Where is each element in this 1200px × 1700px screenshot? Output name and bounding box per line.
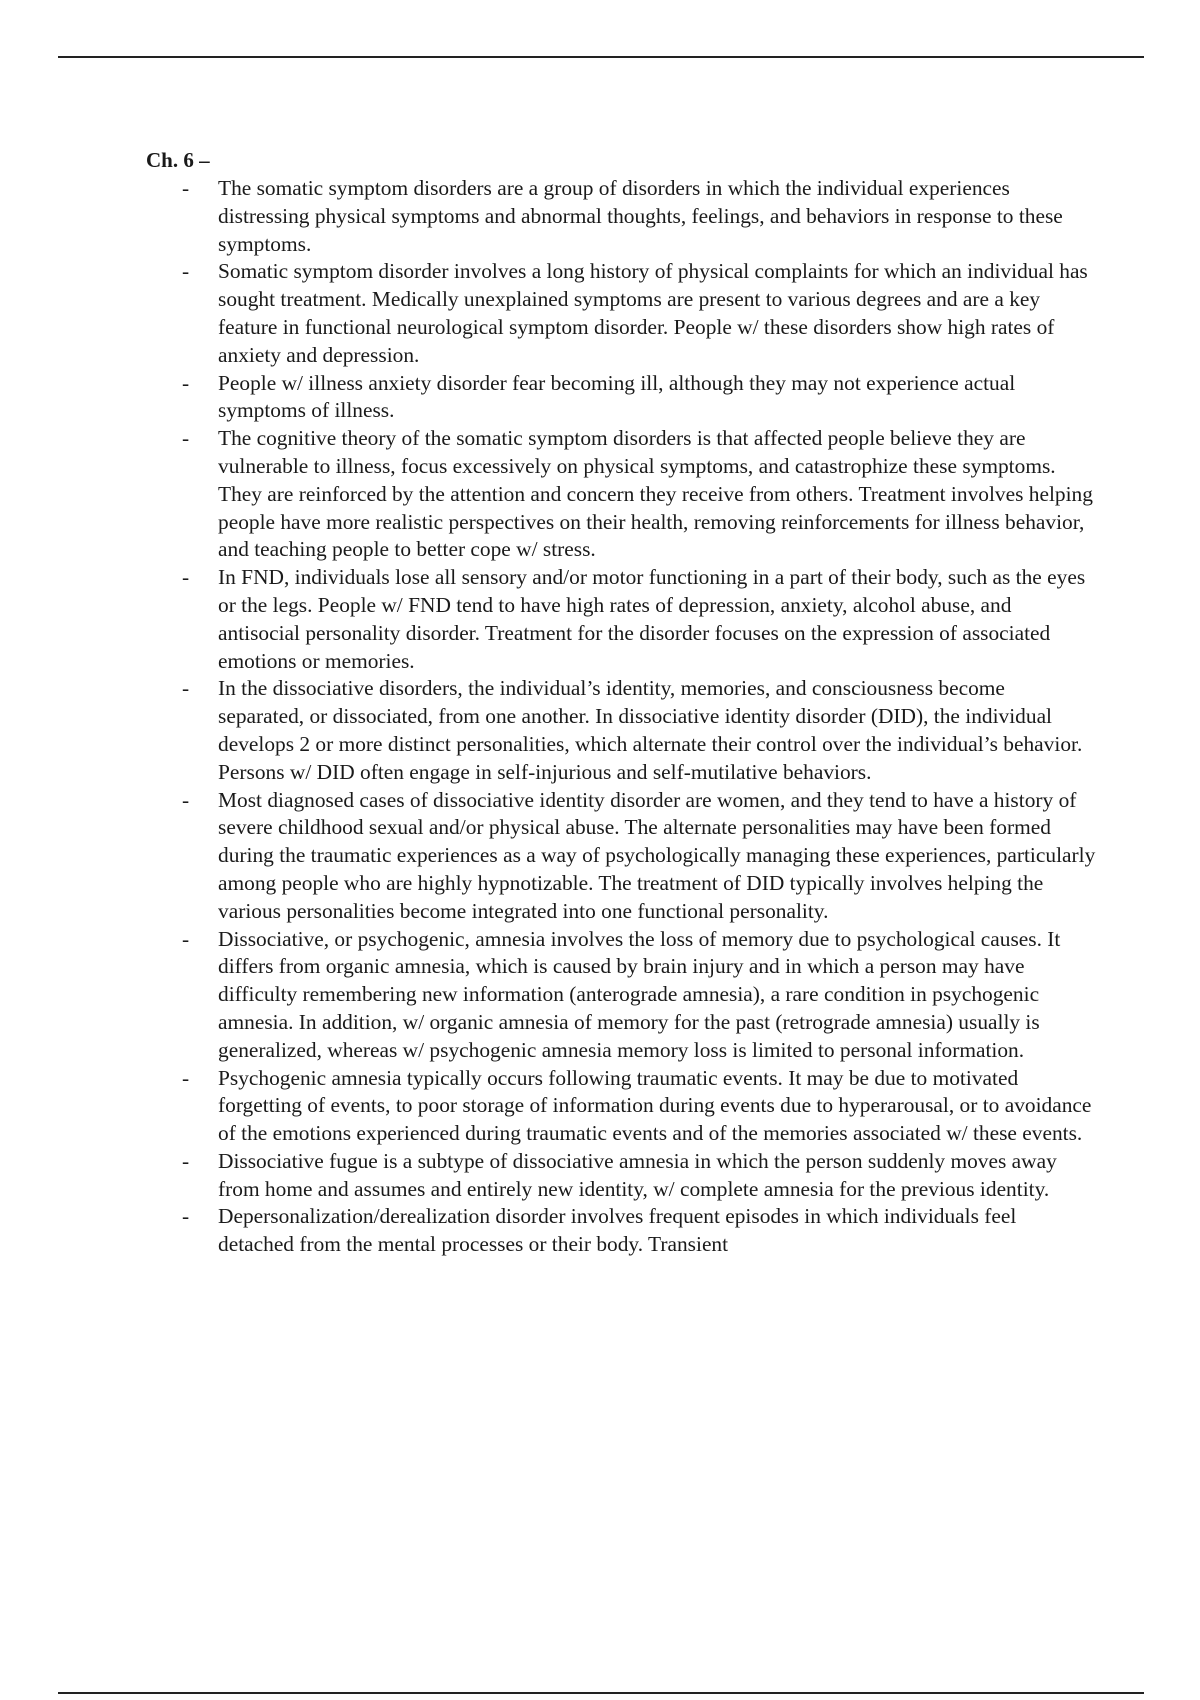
note-text: Somatic symptom disorder involves a long history of physical complaints for which an individual has sought treatment. Medically unexplained symptoms are present to various degrees and are a key feature in functional neurological symptom disorder. People w/ these disorders show high rates of anxiety and depression.: [218, 259, 1088, 367]
top-divider: [58, 56, 1144, 58]
bullet-dash: -: [182, 565, 190, 590]
list-item: [146, 675, 1096, 786]
notes-list: [146, 175, 1096, 1259]
note-text: The cognitive theory of the somatic symptom disorders is that affected people believe they are vulnerable to illness, focus excessively on physical symptoms, and catastrophize these symptoms. They are reinforced by the attention and concern they receive from others. Treatment involves helping people have more realistic perspectives on their health, removing reinforcements for illness behavior, and teaching people to better cope w/ stress.: [218, 426, 1093, 562]
bullet-dash: -: [182, 370, 190, 395]
list-item: [146, 258, 1096, 369]
bullet-dash: -: [182, 926, 190, 951]
bullet-dash: -: [182, 176, 190, 200]
bullet-dash: -: [182, 1204, 190, 1229]
bullet-dash: -: [182, 426, 190, 451]
bullet-dash: -: [182, 676, 190, 701]
bullet-dash: -: [182, 1065, 190, 1090]
list-item: [146, 787, 1096, 926]
bullet-dash: -: [182, 1148, 190, 1173]
note-text: People w/ illness anxiety disorder fear becoming ill, although they may not experience actual symptoms of illness.: [218, 370, 1016, 423]
note-text: Dissociative, or psychogenic, amnesia involves the loss of memory due to psychological causes. It differs from organic amnesia, which is caused by brain injury and in which a person may have difficulty remembering new information (anterograde amnesia), a rare condition in psychogenic amnesia. In addition, w/ organic amnesia of memory for the past (retrograde amnesia) usually is generalized, whereas w/ psychogenic amnesia memory loss is limited to personal information.: [218, 926, 1061, 1062]
note-text: In FND, individuals lose all sensory and/or motor functioning in a part of their body, such as the eyes or the legs. People w/ FND tend to have high rates of depression, anxiety, alcohol abuse, and antisocial personality disorder. Treatment for the disorder focuses on the expression of associated emotions or memories.: [218, 565, 1086, 673]
bullet-dash: -: [182, 259, 190, 284]
note-text: Most diagnosed cases of dissociative identity disorder are women, and they tend to have a history of severe childhood sexual and/or physical abuse. The alternate personalities may have been formed during the traumatic experiences as a way of psychologically managing these experiences, particularly among people who are highly hypnotizable. The treatment of DID typically involves helping the various personalities become integrated into one functional personality.: [218, 787, 1096, 923]
chapter-heading: Ch. 6 –: [146, 148, 210, 172]
list-item: [146, 1148, 1096, 1204]
bottom-divider: [58, 1692, 1144, 1694]
note-text: Dissociative fugue is a subtype of dissociative amnesia in which the person suddenly moves away from home and assumes and entirely new identity, w/ complete amnesia for the previous identity.: [218, 1148, 1057, 1201]
list-item: [146, 370, 1096, 426]
note-text: The somatic symptom disorders are a group of disorders in which the individual experiences distressing physical symptoms and abnormal thoughts, feelings, and behaviors in response to these symptoms.: [218, 176, 1063, 256]
list-item: [146, 1065, 1096, 1148]
note-text: Depersonalization/derealization disorder involves frequent episodes in which individuals feel detached from the mental processes or their body. Transient: [218, 1204, 1017, 1257]
note-text: Psychogenic amnesia typically occurs following traumatic events. It may be due to motivated forgetting of events, to poor storage of information during events due to hyperarousal, or to avoidance of the emotions experienced during traumatic events and of the memories associated w/ these events.: [218, 1065, 1092, 1146]
list-item: [146, 926, 1096, 1065]
bullet-dash: -: [182, 787, 190, 812]
list-item: [146, 564, 1096, 675]
note-text: In the dissociative disorders, the individual’s identity, memories, and consciousness become separated, or dissociated, from one another. In dissociative identity disorder (DID), the individual develops 2 or more distinct personalities, which alternate their control over the individual’s behavior. Persons w/ DID often engage in self-injurious and self-mutilative behaviors.: [218, 676, 1083, 784]
list-item: [146, 175, 1096, 258]
list-item: [146, 1203, 1096, 1259]
list-item: [146, 425, 1096, 564]
